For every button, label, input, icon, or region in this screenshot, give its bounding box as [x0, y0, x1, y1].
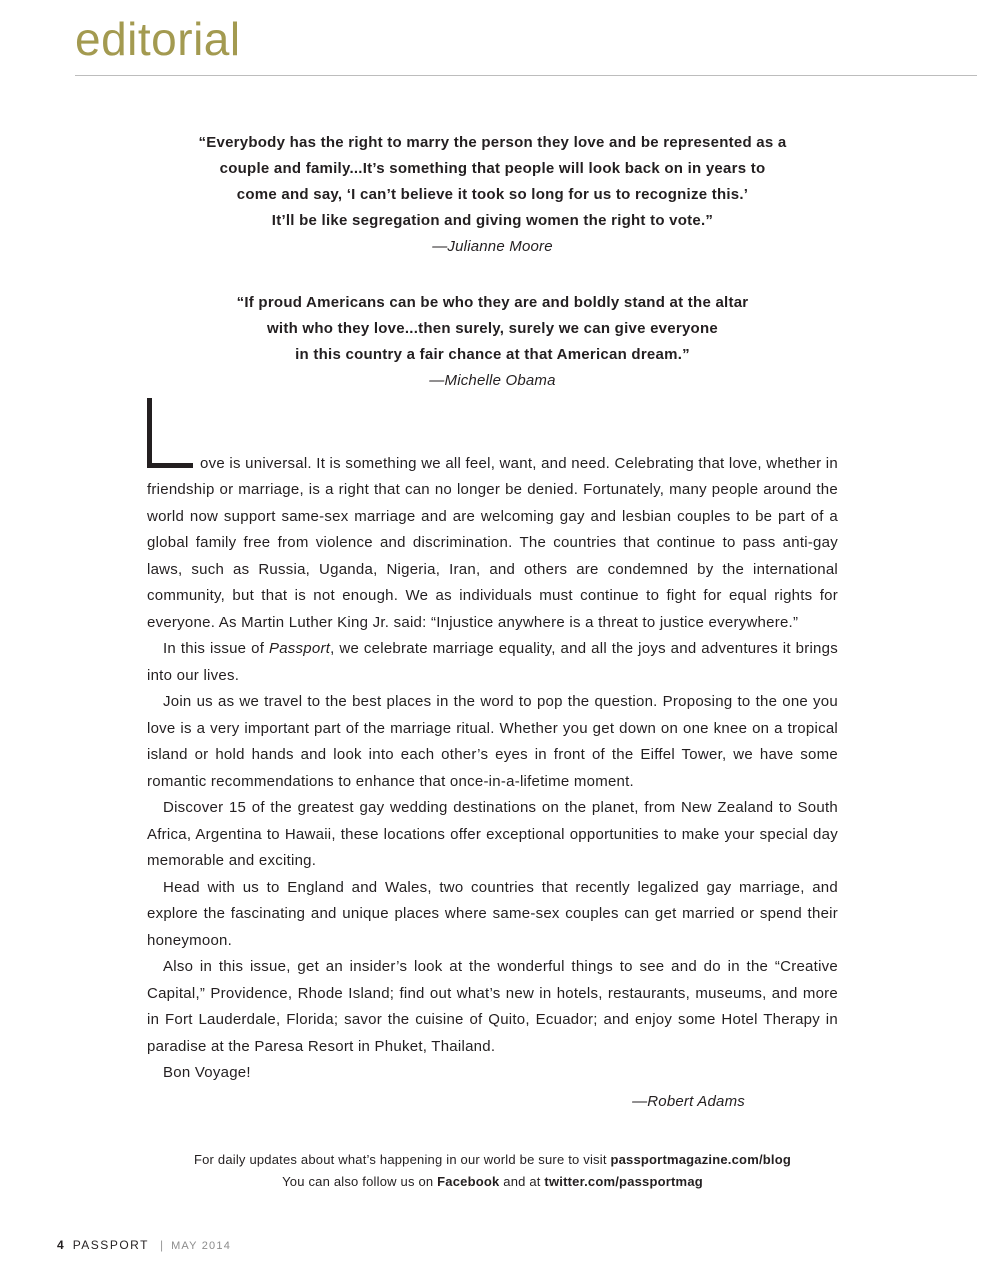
- quote-michelle-obama: [147, 290, 838, 394]
- quote-line: “If proud Americans can be who they are and boldly stand at the altar: [236, 293, 749, 311]
- body-paragraph-destinations: Discover 15 of the greatest gay wedding destinations on the planet, from New Zealand to South Africa, Argentina to Hawaii, these locations offer exceptional opportunities to make your special day memorable and exciting.: [147, 799, 838, 870]
- drop-cap-letter-icon: [147, 398, 193, 468]
- issue-text-before: In this issue of: [163, 640, 269, 658]
- social-line-text-1: You can also follow us on: [282, 1174, 438, 1190]
- quote-line: with who they love...then surely, surely we can give everyone: [267, 319, 718, 337]
- page-number: 4: [57, 1238, 64, 1252]
- masthead: [75, 0, 977, 76]
- body-paragraph-also-in-issue: Also in this issue, get an insider’s look at the wonderful things to see and do in the “Creative Capital,” Providence, Rhode Island; find out what’s new in hotels, restaurants, museums, and more in Fort Lauderdale, Florida; savor the cuisine of Quito, Ecuador; and enjoy some Hotel Therapy in paradise at the Paresa Resort in Phuket, Thailand.: [147, 958, 838, 1055]
- social-line: [147, 1171, 838, 1193]
- quote-line: in this country a fair chance at that American dream.”: [295, 345, 690, 363]
- opening-paragraph: [147, 398, 838, 637]
- magazine-title: PASSPORT: [72, 1238, 149, 1252]
- magazine-name: Passport: [268, 640, 331, 658]
- issue-date: MAY 2014: [171, 1240, 232, 1252]
- quote-julianne-moore: [147, 130, 838, 260]
- quote-line: It’ll be like segregation and giving women the right to vote.”: [271, 211, 714, 229]
- twitter-link[interactable]: twitter.com/passportmag: [544, 1174, 703, 1190]
- quote-line: come and say, ‘I can’t believe it took so long for us to recognize this.’: [236, 185, 749, 203]
- facebook-link[interactable]: Facebook: [437, 1174, 500, 1190]
- body-paragraph-england-wales: Head with us to England and Wales, two countries that recently legalized gay marriage, and explore the fascinating and unique places where same-sex couples can get married or spend their honeymoon.: [147, 878, 838, 949]
- author-signature: —Robert Adams: [632, 1092, 745, 1110]
- body-paragraph-proposals: Join us as we travel to the best places in the word to pop the question. Proposing to the one you love is a very important part of the marriage ritual. Whether you get down on one knee on a tropical island or hold hands and look into each other’s eyes in front of the Eiffel Tower, we have some romantic recommendations to enhance that once-in-a-lifetime moment.: [147, 693, 838, 790]
- quote-line: couple and family...It’s something that people will look back on in years to: [219, 159, 766, 177]
- page-title: editorial: [75, 13, 241, 65]
- closing-line: Bon Voyage!: [163, 1064, 251, 1082]
- social-line-text-2: and at: [499, 1174, 545, 1190]
- blog-line-text: For daily updates about what’s happening in our world be sure to visit: [193, 1152, 611, 1168]
- footer-separator: |: [159, 1238, 164, 1252]
- quote-attribution: —Michelle Obama: [429, 371, 556, 389]
- quote-attribution: —Julianne Moore: [432, 237, 553, 255]
- content-column: [147, 130, 838, 1194]
- quote-line: “Everybody has the right to marry the person they love and be represented as a: [198, 133, 787, 151]
- issue-paragraph: [147, 636, 838, 689]
- follow-footer: [147, 1149, 838, 1193]
- blog-line: [147, 1149, 838, 1171]
- editorial-body: [147, 398, 838, 1116]
- drop-cap-text: [200, 398, 201, 399]
- page-footer: [57, 1238, 231, 1252]
- issue-text-after: , we celebrate marriage equality, and all the joys and adventures it brings into our lives.: [147, 640, 838, 684]
- opening-text: ove is universal. It is something we all feel, want, and need. Celebrating that love, whether in friendship or marriage, is a right that can no longer be denied. Fortunately, many people around the world now support same-sex marriage and are welcoming gay and lesbian couples to be part of a global family free from violence and discrimination. The countries that continue to pass anti-gay laws, such as Russia, Uganda, Nigeria, Iran, and others are condemned by the international community, but that is not enough. We as individuals must continue to fight for equal rights for everyone. As Martin Luther King Jr. said: “Injustice anywhere is a threat to justice everywhere.”: [147, 454, 838, 631]
- blog-link[interactable]: passportmagazine.com/blog: [610, 1152, 792, 1168]
